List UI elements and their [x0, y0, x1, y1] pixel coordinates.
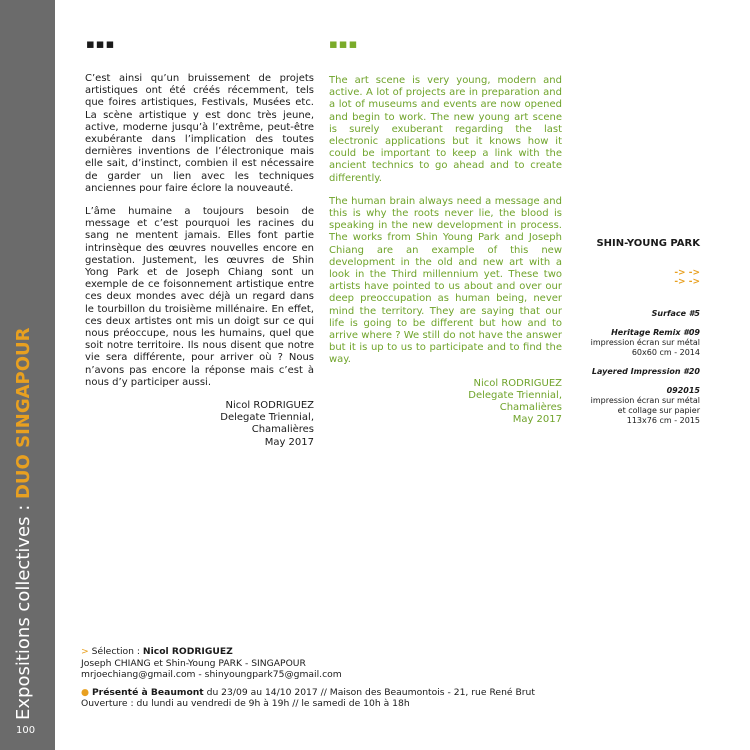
page-number: 100: [16, 725, 36, 736]
signature-line: May 2017: [264, 436, 314, 448]
english-signature: [329, 378, 562, 427]
signature-line: Chamalières: [251, 424, 314, 436]
work-detail: 113x76 cm - 2015: [626, 416, 700, 425]
work-item: [560, 328, 700, 358]
section-title-prefix: Expositions collectives :: [13, 499, 34, 720]
section-title: [13, 30, 34, 720]
french-paragraph: C’est ainsi qu’un bruissement de projets artistiques ont été créés récemment, tels que foires artistiques, Festivals, Musées etc. La scène artistique y est donc très jeune, active, moderne jusqu’à l’extrême, peut-être exubérante dans l’implication des toutes dernières inventions de l’électronique mais elle sait, d’instinct, combien il est nécessaire de garder un lien avec les techniques anciennes pour faire éclore la nouveauté.: [85, 73, 314, 194]
presented-details: du 23/09 au 14/10 2017 // Maison des Beaumontois - 21, rue René Brut: [203, 686, 535, 698]
english-paragraph: The art scene is very young, modern and active. A lot of projects are in preparation and a lot of museums and events are now opened and begin to work. The new young art scene is surely exuberant regarding the last electronic applications but it knows how it could be important to keep a link with the ancient technics to go ahead and to create differently.: [329, 75, 562, 184]
french-column: [85, 73, 314, 449]
opening-hours: Ouverture : du lundi au vendredi de 9h à 19h // le samedi de 10h à 18h: [81, 698, 410, 709]
signature-line: May 2017: [512, 414, 562, 426]
work-title: Heritage Remix #09: [611, 328, 700, 337]
signature-line: Delegate Triennial,: [468, 389, 562, 401]
work-item: [560, 367, 700, 377]
work-title: Surface #5: [651, 309, 700, 318]
presented-label: Présenté à Beaumont: [91, 686, 204, 698]
signature-line: Nicol RODRIGUEZ: [473, 377, 562, 389]
signature-line: Delegate Triennial,: [220, 412, 314, 424]
sidebar: [0, 0, 55, 750]
emails-line: mrjoechiang@gmail.com - shinyoungpark75@gmail.com: [81, 669, 342, 680]
selection-marker: >: [81, 646, 92, 657]
signature-line: Nicol RODRIGUEZ: [225, 400, 314, 412]
artist-name: SHIN-YOUNG PARK: [596, 238, 700, 249]
arrow-line: -> ->: [674, 277, 700, 287]
work-detail: et collage sur papier: [617, 406, 700, 415]
arrow-line: -> ->: [674, 268, 700, 278]
work-title: 092015: [666, 386, 700, 395]
selection-label: Sélection :: [91, 646, 143, 657]
french-paragraph: L’âme humaine a toujours besoin de message et c’est pourquoi les racines du sang ne mentent jamais. Elles font partie intrinsèque des œuvres nouvelles encore en gestation. Justement, les œuvres de Shin Yong Park et de Joseph Chiang sont un exemple de ce foisonnement artistique entre ces deux mondes avec déjà un regard dans le tourbillon du troisième millénaire. En effet, ces deux artistes ont mis un doigt sur ce qui nous préoccupe, nous les humains, quel que soit notre territoire. Ils nous disent que notre vie sera différente, pour arriver où ? Nous n’avons pas encore la réponse mais c’est à nous d’y participer aussi.: [85, 206, 314, 388]
section-marker-right: ▪▪▪: [329, 37, 359, 52]
footer-info: [81, 646, 601, 710]
work-title: Layered Impression #20: [591, 367, 700, 376]
work-detail: impression écran sur métal: [590, 396, 700, 405]
section-title-accent: DUO SINGAPOUR: [13, 327, 34, 500]
works-list: [560, 309, 700, 435]
artists-line: Joseph CHIANG et Shin-Young PARK - SINGAPOUR: [81, 657, 306, 669]
english-column: [329, 75, 562, 426]
presented-line: [81, 687, 601, 699]
bullet-icon: ●: [81, 686, 92, 698]
signature-line: Chamalières: [499, 402, 562, 414]
work-item: [560, 309, 700, 319]
selection-name: Nicol RODRIGUEZ: [142, 646, 233, 657]
arrow-decoration: [600, 269, 700, 287]
english-paragraph: The human brain always need a message and this is why the roots never lie, the blood is speaking in the new development in process. The works from Shin Young Park and Joseph Chiang are an example of this new development in the old and new art with a look in the Third millennium yet. These two artists have pointed to us about and over our deep preoccupation as human being, never mind the territory. They are saying that our life is going to be different but how and to arrive where ? We still do not have the answer but it is up to us to participate and to find the way.: [329, 195, 562, 366]
work-item: [560, 386, 700, 426]
selection-line: [81, 646, 601, 658]
section-marker-left: ▪▪▪: [86, 37, 116, 52]
french-signature: [85, 400, 314, 449]
work-detail: impression écran sur métal: [590, 338, 700, 347]
work-detail: 60x60 cm - 2014: [631, 348, 700, 357]
